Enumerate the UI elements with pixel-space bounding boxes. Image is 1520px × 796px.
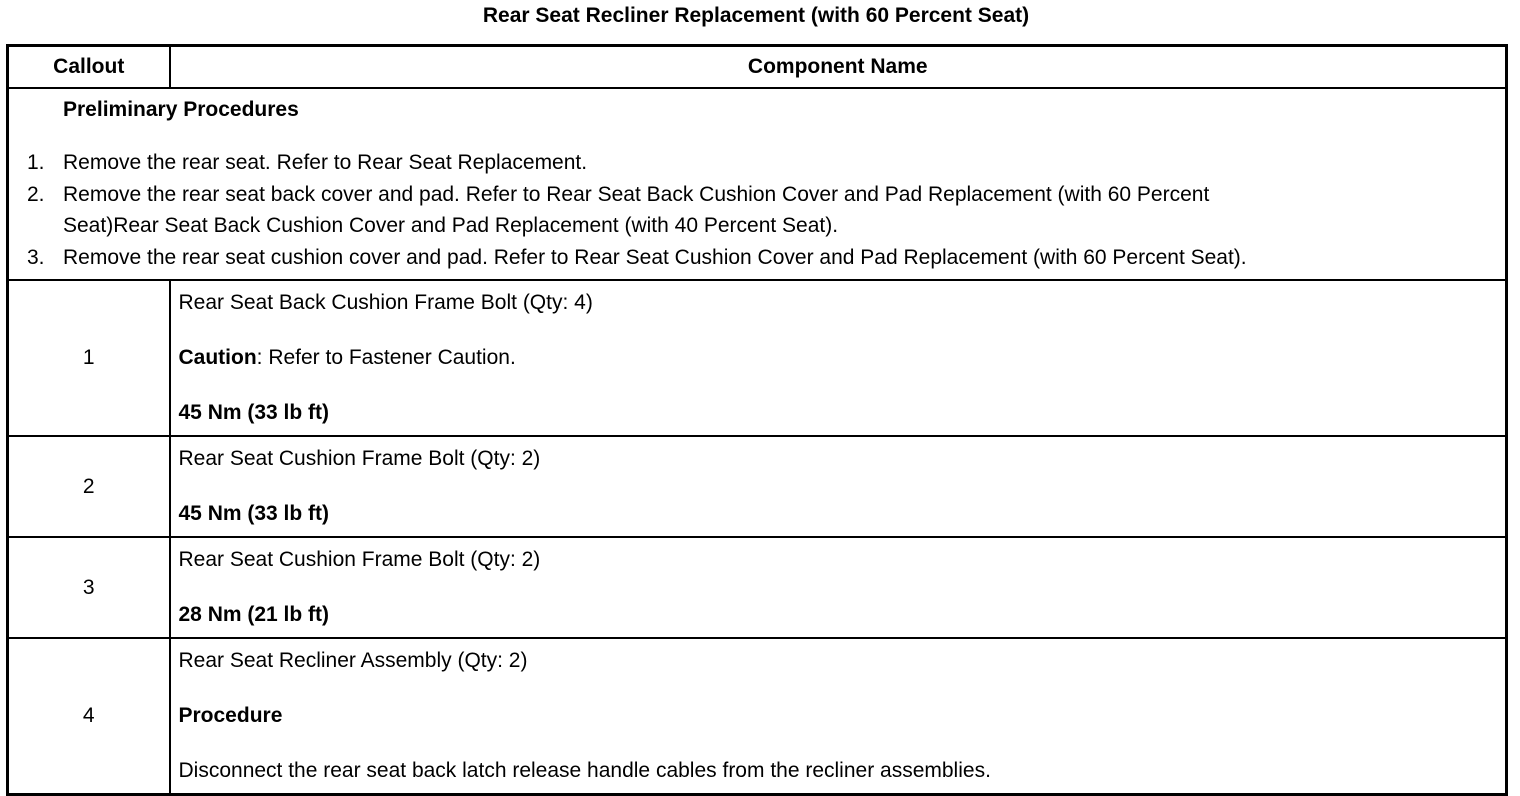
procedure-text: Disconnect the rear seat back latch release handle cables from the recliner assemblies. xyxy=(178,759,991,782)
component-cell xyxy=(170,638,1507,795)
step-text-continued: Seat)Rear Seat Back Cushion Cover and Pad Replacement (with 40 Percent Seat). xyxy=(63,214,839,237)
caution-note xyxy=(179,342,1498,374)
component-cell xyxy=(170,436,1507,537)
component-name-header: Component Name xyxy=(170,46,1507,89)
preliminary-step xyxy=(9,179,1505,241)
step-number: 2. xyxy=(27,183,45,206)
component-name: Rear Seat Back Cushion Frame Bolt (Qty: 4) xyxy=(178,291,593,314)
table-row xyxy=(8,280,1507,436)
preliminary-heading: Preliminary Procedures xyxy=(63,98,299,121)
torque-spec: 45 Nm (33 lb ft) xyxy=(178,401,330,424)
step-text: Remove the rear seat. Refer to Rear Seat Replacement. xyxy=(63,151,588,174)
preliminary-steps xyxy=(9,147,1505,273)
callout-number: 3 xyxy=(8,537,170,638)
preliminary-step xyxy=(9,242,1505,273)
table-header-row xyxy=(8,46,1507,89)
component-cell xyxy=(170,537,1507,638)
caution-text: : Refer to Fastener Caution. xyxy=(256,346,516,369)
callout-number: 4 xyxy=(8,638,170,795)
callout-number: 1 xyxy=(8,280,170,436)
component-cell xyxy=(170,280,1507,436)
step-number: 1. xyxy=(27,151,45,174)
table-row xyxy=(8,537,1507,638)
step-text: Remove the rear seat back cover and pad. Refer to Rear Seat Back Cushion Cover and Pad Replacement (with 60 Percent xyxy=(63,183,1210,206)
preliminary-row xyxy=(8,88,1507,280)
callout-header: Callout xyxy=(8,46,170,89)
preliminary-cell xyxy=(8,88,1507,280)
component-name: Rear Seat Cushion Frame Bolt (Qty: 2) xyxy=(178,447,541,470)
procedure-label: Procedure xyxy=(178,704,283,727)
preliminary-step xyxy=(9,147,1505,178)
table-row xyxy=(8,436,1507,537)
step-number: 3. xyxy=(27,246,45,269)
callout-number: 2 xyxy=(8,436,170,537)
component-name: Rear Seat Cushion Frame Bolt (Qty: 2) xyxy=(178,548,541,571)
step-text: Remove the rear seat cushion cover and pad. Refer to Rear Seat Cushion Cover and Pad Replacement (with 60 Percent Seat). xyxy=(63,246,1247,269)
page-title: Rear Seat Recliner Replacement (with 60 Percent Seat) xyxy=(482,4,1030,27)
torque-spec: 45 Nm (33 lb ft) xyxy=(178,502,330,525)
table-row xyxy=(8,638,1507,795)
component-table xyxy=(6,44,1508,796)
caution-label: Caution xyxy=(178,346,257,369)
torque-spec: 28 Nm (21 lb ft) xyxy=(178,603,330,626)
component-name: Rear Seat Recliner Assembly (Qty: 2) xyxy=(178,649,528,672)
